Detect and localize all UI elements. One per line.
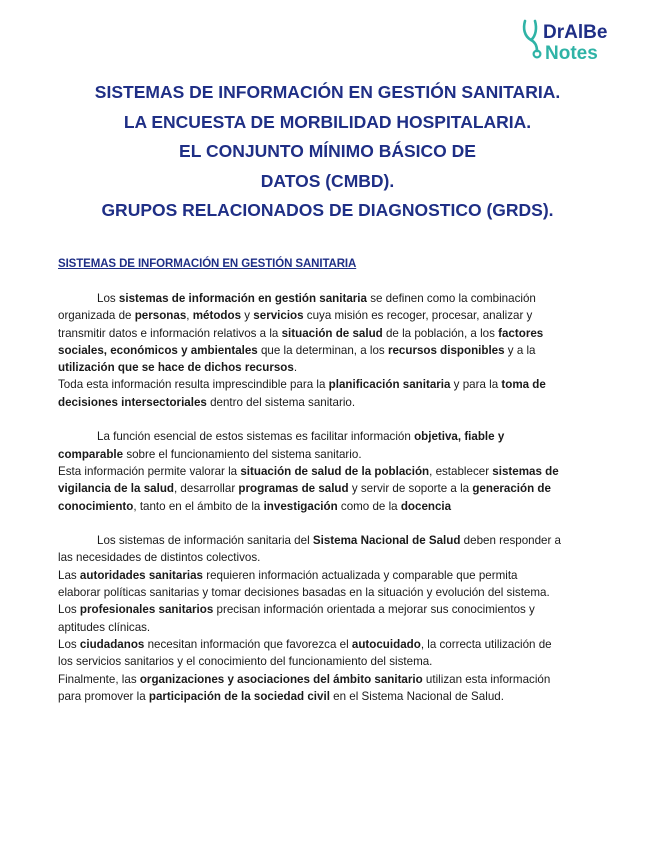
- text-line: [58, 653, 603, 670]
- text-line: [58, 688, 603, 705]
- text-run: Los: [58, 603, 80, 617]
- text-line: [58, 394, 603, 411]
- bold-term: situación de salud: [281, 326, 383, 340]
- bold-term: toma de: [501, 378, 546, 392]
- text-run: , desarrollar: [173, 482, 239, 496]
- text-line: [58, 307, 603, 324]
- bold-term: vigilancia de la salud: [58, 482, 174, 496]
- text-run: Los: [97, 292, 119, 305]
- text-line: [58, 463, 603, 480]
- text-line: [58, 359, 603, 376]
- bold-term: utilización que se hace de dichos recursos: [58, 361, 294, 375]
- bold-term: objetiva, fiable y: [414, 430, 505, 444]
- text-line: [58, 567, 603, 584]
- text-line: [58, 549, 603, 566]
- text-run: dentro del sistema sanitario.: [206, 395, 356, 409]
- text-run: los servicios sanitarios y el conocimiento del funcionamiento del sistema.: [58, 655, 433, 669]
- text-run: para promover la: [58, 689, 149, 703]
- paragraph-gap: [58, 515, 603, 532]
- stethoscope-icon: [524, 21, 540, 57]
- text-run: cuya misión es recoger, procesar, analizar y: [303, 309, 533, 323]
- text-run: y: [241, 309, 254, 323]
- text-run: utilizan esta información: [422, 672, 551, 686]
- title-line: DATOS (CMBD).: [260, 170, 395, 191]
- document-title: [0, 78, 655, 226]
- logo-line1: DrAlBe: [543, 22, 608, 43]
- title-line: SISTEMAS DE INFORMACIÓN EN GESTIÓN SANITARIA.: [94, 82, 561, 102]
- text-line: [58, 480, 603, 497]
- text-line: [58, 532, 603, 549]
- bold-term: autocuidado: [351, 637, 421, 651]
- text-run: Los sistemas de información sanitaria del: [97, 534, 313, 548]
- text-run: transmitir datos e información relativos a la: [58, 326, 282, 340]
- text-line: [58, 619, 603, 636]
- text-line: [58, 584, 603, 601]
- text-run: deben responder a: [460, 534, 562, 548]
- text-line: [58, 498, 603, 515]
- bold-term: profesionales sanitarios: [79, 603, 214, 617]
- text-run: de la población, a los: [382, 326, 499, 340]
- bold-term: servicios: [253, 309, 304, 323]
- text-run: La función esencial de estos sistemas es facilitar información: [97, 430, 415, 444]
- text-run: aptitudes clínicas.: [58, 620, 151, 634]
- bold-term: personas: [134, 309, 187, 323]
- text-run: , tanto en el ámbito de la: [133, 499, 264, 513]
- text-run: que la determinan, a los: [257, 343, 388, 357]
- text-run: requieren información actualizada y comparable que permita: [203, 568, 518, 582]
- text-run: Los: [58, 637, 80, 651]
- text-run: las necesidades de distintos colectivos.: [58, 551, 261, 565]
- text-run: Las: [58, 568, 80, 582]
- bold-term: autoridades sanitarias: [79, 568, 203, 582]
- text-run: y para la: [450, 378, 502, 392]
- text-run: ,: [186, 309, 193, 323]
- text-line: [58, 325, 603, 342]
- bold-term: situación de salud de la población: [240, 464, 430, 478]
- bold-term: métodos: [192, 309, 242, 323]
- bold-term: conocimiento: [58, 499, 134, 513]
- bold-term: sistemas de: [492, 464, 559, 478]
- logo-line2: Notes: [545, 43, 598, 62]
- bold-term: factores: [498, 326, 544, 340]
- bold-term: sociales, económicos y ambientales: [58, 343, 258, 357]
- bold-term: sistemas de información en gestión sanitaria: [118, 292, 367, 305]
- text-run: organizada de: [58, 309, 135, 323]
- text-line: [58, 446, 603, 463]
- bold-term: comparable: [58, 447, 124, 461]
- text-run: y servir de soporte a la: [348, 482, 473, 496]
- bold-term: Sistema Nacional de Salud: [312, 534, 461, 548]
- text-line: [58, 601, 603, 618]
- bold-term: planificación sanitaria: [328, 378, 451, 392]
- title-line: LA ENCUESTA DE MORBILIDAD HOSPITALARIA.: [123, 111, 532, 132]
- text-run: y a la: [504, 343, 536, 357]
- text-line: [58, 671, 603, 688]
- text-line: [58, 290, 603, 307]
- text-line: [58, 428, 603, 445]
- bold-term: participación de la sociedad civil: [148, 689, 330, 703]
- bold-term: docencia: [400, 499, 452, 513]
- text-run: se definen como la combinación: [366, 292, 536, 305]
- title-line: EL CONJUNTO MÍNIMO BÁSICO DE: [179, 141, 476, 161]
- text-run: como de la: [337, 499, 401, 513]
- text-run: precisan información orientada a mejorar sus conocimientos y: [213, 603, 535, 617]
- text-run: necesitan información que favorezca el: [144, 637, 352, 651]
- title-line: GRUPOS RELACIONADOS DE DIAGNOSTICO (GRDS).: [101, 200, 554, 220]
- text-line: [58, 342, 603, 359]
- body-text: [58, 290, 603, 705]
- logo: [521, 16, 625, 62]
- text-run: Finalmente, las: [58, 672, 140, 686]
- text-run: Esta información permite valorar la: [58, 464, 241, 478]
- text-run: , establecer: [429, 464, 493, 478]
- text-run: sobre el funcionamiento del sistema sanitario.: [123, 447, 362, 461]
- bold-term: generación de: [472, 482, 551, 496]
- bold-term: investigación: [263, 499, 338, 513]
- text-run: Toda esta información resulta imprescindible para la: [58, 378, 329, 392]
- bold-term: decisiones intersectoriales: [58, 395, 207, 409]
- text-line: [58, 636, 603, 653]
- text-run: elaborar políticas sanitarias y tomar decisiones basadas en la situación y evolución del sistema.: [58, 586, 550, 600]
- bold-term: recursos disponibles: [387, 343, 505, 357]
- bold-term: ciudadanos: [79, 637, 145, 651]
- text-line: [58, 376, 603, 393]
- paragraph-gap: [58, 411, 603, 428]
- text-run: .: [293, 361, 298, 375]
- bold-term: organizaciones y asociaciones del ámbito sanitario: [139, 672, 423, 686]
- bold-term: programas de salud: [238, 482, 349, 496]
- section-heading: SISTEMAS DE INFORMACIÓN EN GESTIÓN SANITARIA: [58, 258, 357, 270]
- text-run: en el Sistema Nacional de Salud.: [329, 689, 504, 703]
- text-run: , la correcta utilización de: [420, 637, 552, 651]
